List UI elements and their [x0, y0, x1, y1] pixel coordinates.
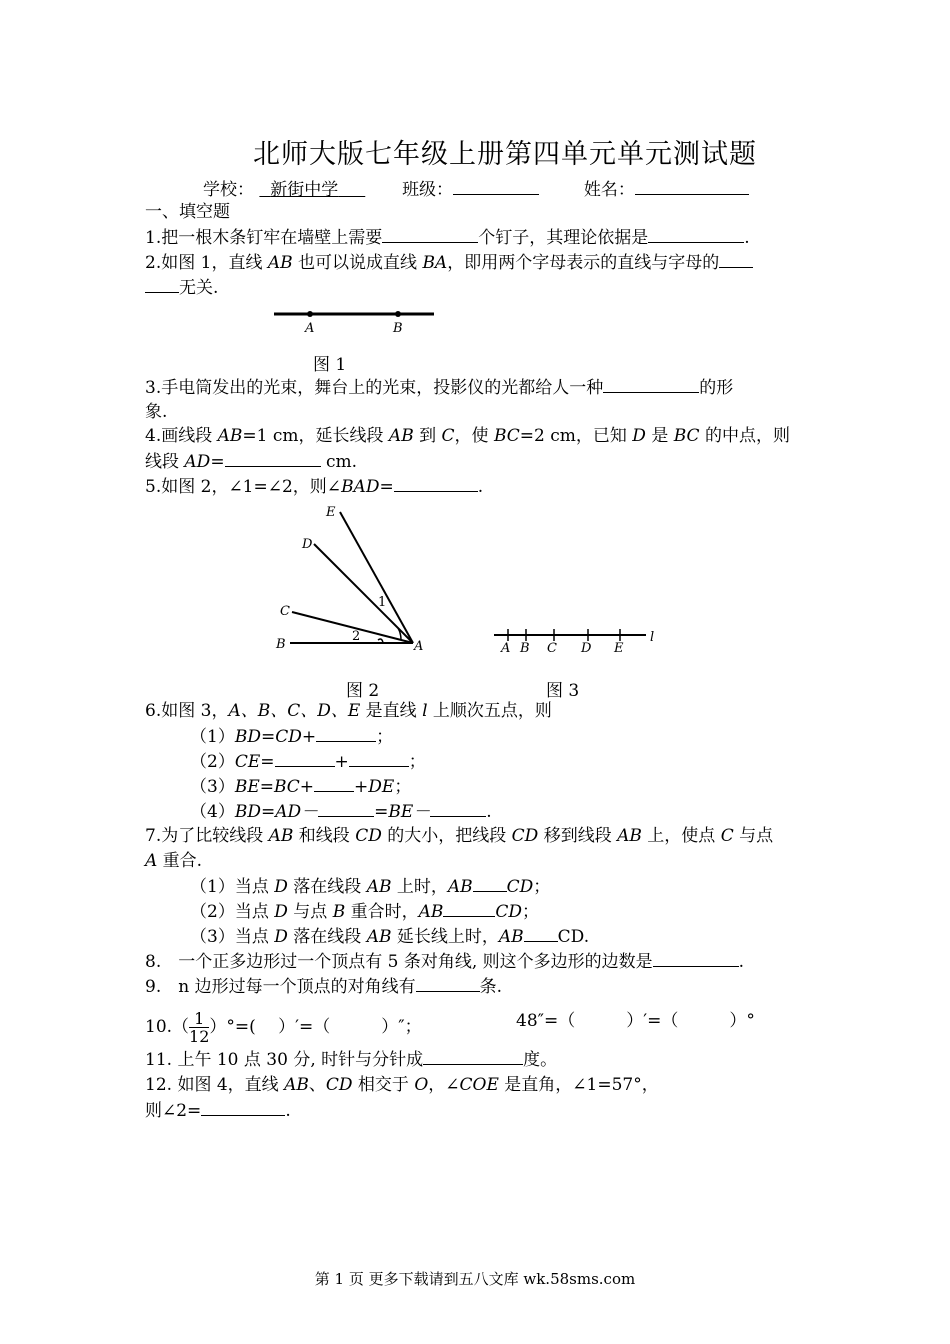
- question-11: 11. 上午 10 点 30 分, 时针与分针成 度。: [145, 1050, 558, 1070]
- q4-blank[interactable]: [225, 450, 321, 467]
- fig2-angle-1-label: 1: [378, 595, 387, 610]
- class-blank[interactable]: [453, 178, 539, 195]
- class-label: 班级：: [402, 180, 454, 200]
- q6-4-blank-2[interactable]: [430, 800, 486, 817]
- fig1-point-b-label: B: [393, 321, 403, 336]
- question-7-part-1: （1）当点 D 落在线段 AB 上时，AB CD；: [190, 877, 551, 897]
- fig2-label-b: B: [276, 637, 286, 652]
- figure-2-angles: [270, 500, 440, 660]
- question-3: 3.手电筒发出的光束，舞台上的光束，投影仪的光都给人一种 的形: [145, 378, 734, 398]
- figure-1-caption: 图 1: [313, 355, 347, 375]
- q5-blank[interactable]: [394, 475, 478, 492]
- question-10-part-b: 48″=（ ）′=（ ）°: [516, 1011, 755, 1031]
- question-7-cont: A 重合.: [145, 851, 203, 871]
- school-value: 新街中学: [270, 180, 339, 200]
- fig1-point-a-label: A: [305, 321, 315, 336]
- question-7-part-3: （3）当点 D 落在线段 AB 延长线上时，AB CD.: [190, 927, 590, 947]
- question-4-cont: 线段 AD= cm.: [145, 452, 358, 472]
- q2-blank-1[interactable]: [719, 251, 753, 268]
- figure-2-caption: 图 2: [346, 681, 380, 701]
- question-7-part-2: （2）当点 D 与点 B 重合时，AB CD；: [190, 902, 540, 922]
- q7-1-blank[interactable]: [473, 875, 507, 892]
- q3-blank[interactable]: [603, 376, 699, 393]
- figure-3-caption: 图 3: [546, 681, 580, 701]
- question-2: 2.如图 1，直线 AB 也可以说成直线 BA，即用两个字母表示的直线与字母的: [145, 251, 753, 274]
- question-6-part-4: （4）BD=AD－ =BE－ .: [190, 802, 492, 822]
- question-5: 5.如图 2，∠1=∠2，则∠BAD= .: [145, 477, 484, 497]
- question-12-cont: 则∠2= .: [145, 1101, 291, 1121]
- q1-blank-1[interactable]: [382, 226, 478, 243]
- school-label: 学校：: [203, 180, 254, 200]
- q7-3-blank[interactable]: [524, 925, 558, 942]
- question-10: 10.（ $\frac{1}{12}$ ）°=( ）′=（ ）″；: [145, 1009, 422, 1046]
- page-footer: 第 1 页 更多下载请到五八文库 wk.58sms.com: [314, 1270, 636, 1288]
- q6-3-blank[interactable]: [314, 775, 354, 792]
- q8-blank[interactable]: [653, 950, 739, 967]
- question-7: 7.为了比较线段 AB 和线段 CD 的大小，把线段 CD 移到线段 AB 上，使点 C 与点: [145, 826, 774, 846]
- question-8: 8. 一个正多边形过一个顶点有 5 条对角线, 则这个多边形的边数是 .: [145, 952, 745, 972]
- fig3-label-e: E: [614, 641, 624, 656]
- q6-4-blank-1[interactable]: [318, 800, 374, 817]
- q6-2-blank-1[interactable]: [275, 750, 335, 767]
- q6-2-blank-2[interactable]: [349, 750, 409, 767]
- name-blank[interactable]: [635, 178, 749, 195]
- fig3-label-a: A: [501, 641, 511, 656]
- q12-blank[interactable]: [201, 1099, 285, 1116]
- fig2-angle-2-label: 2: [352, 629, 361, 644]
- question-4: 4.画线段 AB=1 cm，延长线段 AB 到 C，使 BC=2 cm，已知 D 是 BC 的中点，则: [145, 426, 790, 446]
- question-6-part-3: （3）BE=BC+ +DE；: [190, 777, 412, 797]
- fig3-label-c: C: [547, 641, 557, 656]
- q11-blank[interactable]: [423, 1048, 523, 1065]
- q9-blank[interactable]: [416, 975, 480, 992]
- question-3-cont: 象.: [145, 402, 168, 422]
- fig2-label-a: A: [414, 639, 424, 654]
- fig3-label-l: l: [650, 630, 655, 645]
- fig3-label-b: B: [520, 641, 530, 656]
- fig2-label-c: C: [280, 604, 290, 619]
- question-1: 1.把一根木条钉牢在墙壁上需要 个钉子，其理论依据是 .: [145, 228, 750, 248]
- q6-1-blank[interactable]: [316, 725, 376, 742]
- figure-1-line-ab: [270, 302, 440, 338]
- fig3-label-d: D: [581, 641, 592, 656]
- question-6: 6.如图 3，A、B、C、D、E 是直线 l 上顺次五点，则: [145, 701, 552, 721]
- fig2-label-d: D: [302, 537, 313, 552]
- q2-blank-2[interactable]: [145, 276, 179, 293]
- question-9: 9. n 边形过每一个顶点的对角线有 条.: [145, 977, 502, 997]
- question-12: 12. 如图 4，直线 AB、CD 相交于 O，∠COE 是直角，∠1=57°，: [145, 1075, 659, 1095]
- page-title: 北师大版七年级上册第四单元单元测试题: [253, 139, 757, 170]
- question-2-cont: 无关.: [145, 276, 218, 299]
- section-heading: 一、填空题: [145, 202, 230, 222]
- q7-2-blank[interactable]: [443, 900, 495, 917]
- question-6-part-1: （1）BD=CD+ ；: [190, 727, 394, 747]
- student-info-header: [203, 175, 749, 200]
- fig2-label-e: E: [326, 505, 336, 520]
- q1-blank-2[interactable]: [648, 226, 744, 243]
- fraction-one-twelfth: $\frac{1}{12}$: [189, 1009, 210, 1046]
- figure-3-points-on-line: [490, 622, 670, 658]
- name-label: 姓名：: [583, 180, 635, 200]
- question-6-part-2: （2）CE= + ；: [190, 752, 426, 772]
